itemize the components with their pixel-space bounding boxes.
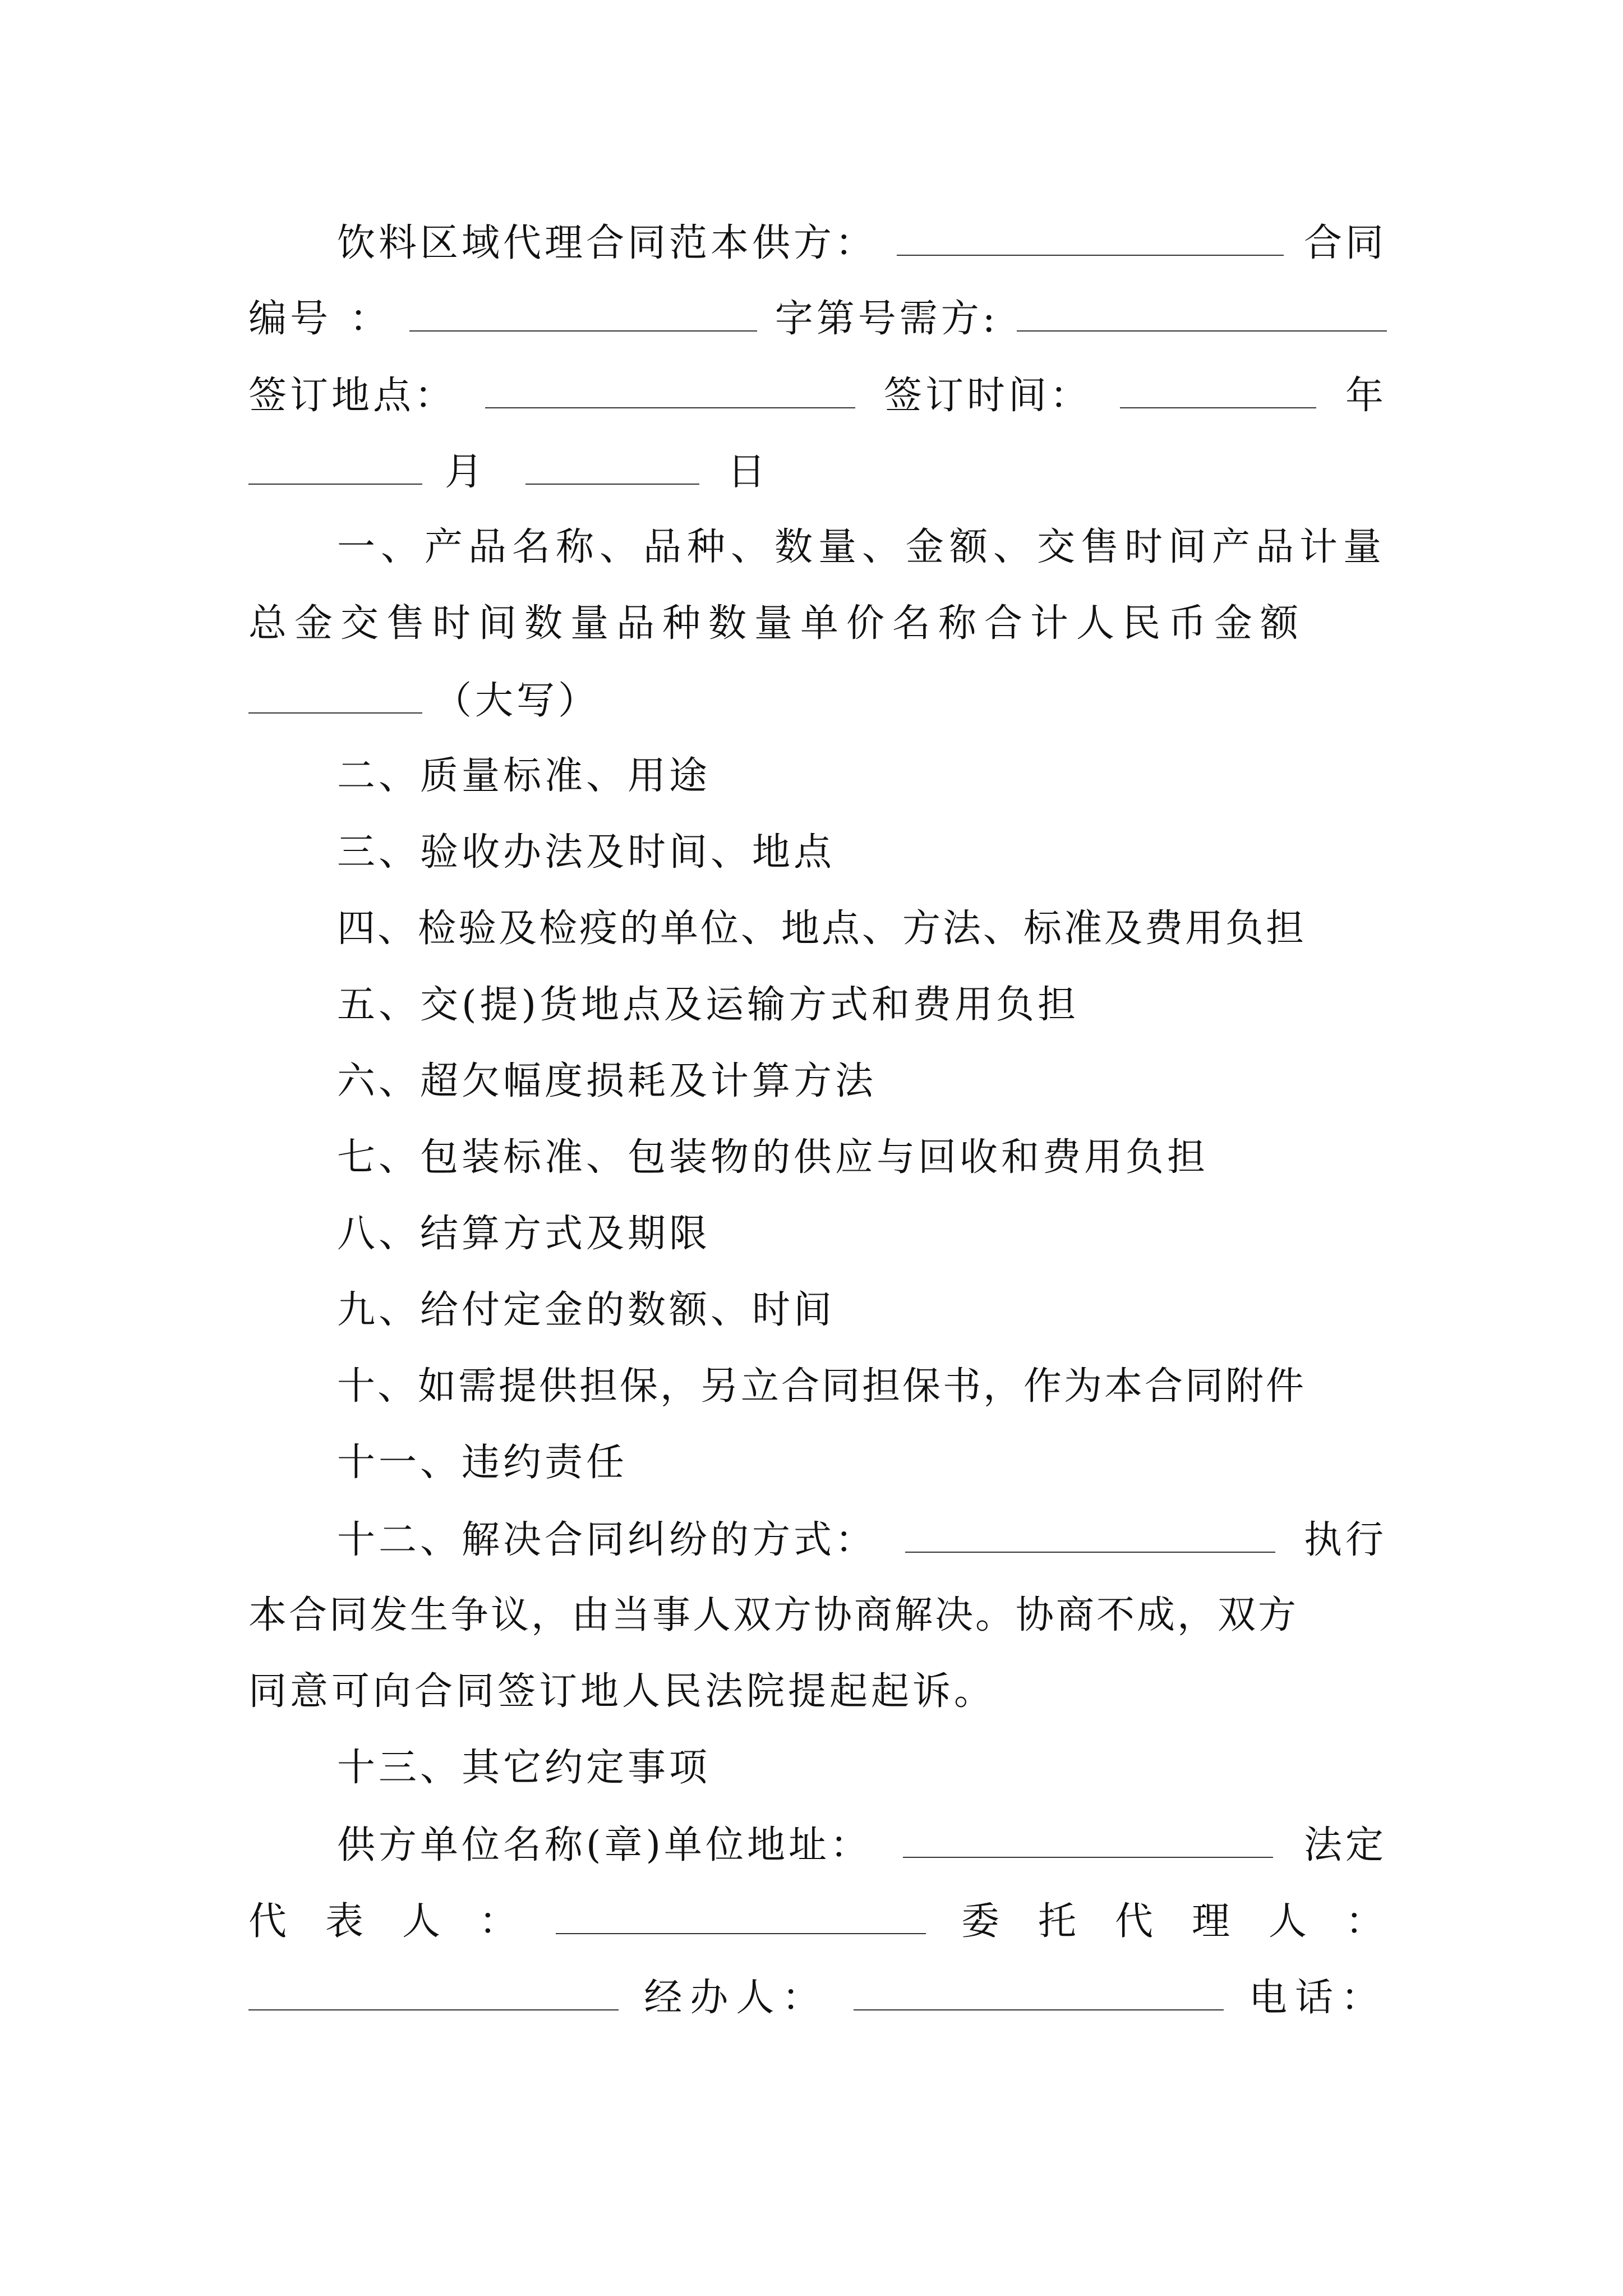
item-7-text: 七、包装标准、包装物的供应与回收和费用负担 xyxy=(337,1135,1209,1180)
signature-line-1 xyxy=(248,1822,1387,1867)
item-10 xyxy=(248,1364,1387,1409)
item-6-text: 六、超欠幅度损耗及计算方法 xyxy=(337,1059,877,1103)
signature-line-2 xyxy=(248,1898,1387,1943)
item-5 xyxy=(248,983,1387,1028)
number-label: 编号 xyxy=(248,297,332,341)
item-8-text: 八、结算方式及期限 xyxy=(337,1212,711,1256)
day-text: 日 xyxy=(727,450,769,494)
item-3-text: 三、验收办法及时间、地点 xyxy=(337,830,836,875)
buyer-label: 字第号需方: xyxy=(774,297,999,341)
item-1-line-1 xyxy=(248,525,1387,570)
year-blank xyxy=(1120,372,1316,408)
item-12-text-2: 本合同发生争议，由当事人双方协商解决。协商不成，双方 xyxy=(248,1593,1299,1637)
item-12-line-1 xyxy=(248,1517,1387,1562)
item-12-text-3: 同意可向合同签订地人民法院提起起诉。 xyxy=(248,1669,996,1714)
doc-line-title xyxy=(248,220,1387,265)
sig-char: 委 xyxy=(961,1899,1003,1944)
item-8 xyxy=(248,1212,1387,1257)
day-blank xyxy=(525,449,699,485)
supplier-unit-label: 供方单位名称(章)单位地址： xyxy=(337,1823,872,1867)
supplier-blank xyxy=(897,220,1284,256)
item-1-text-1: 一、产品名称、品种、数量、金额、交售时间产品计量 xyxy=(337,525,1387,569)
doc-line-date xyxy=(248,449,1387,494)
sig-char: 表 xyxy=(325,1899,367,1944)
sign-place-blank xyxy=(485,372,855,408)
amount-blank xyxy=(248,678,422,714)
item-2 xyxy=(248,754,1387,799)
legal-text: 法定 xyxy=(1303,1823,1387,1867)
sign-time-label: 签订时间： xyxy=(883,374,1091,418)
month-text: 月 xyxy=(445,450,487,494)
sig-char: 代 xyxy=(1114,1899,1156,1944)
agent-blank xyxy=(248,1975,619,2010)
item-9-text: 九、给付定金的数额、时间 xyxy=(337,1288,836,1332)
item-12-line-2 xyxy=(248,1593,1387,1638)
title-text: 饮料区域代理合同范本供方： xyxy=(337,221,877,265)
item-1-line-2 xyxy=(248,601,1387,646)
item-2-text: 二、质量标准、用途 xyxy=(337,754,711,798)
item-1-text-2: 总金交售时间数量品种数量单价名称合计人民币金额 xyxy=(248,601,1307,646)
handler-label: 经办人： xyxy=(644,1976,828,2020)
item-4 xyxy=(248,907,1387,951)
month-blank xyxy=(248,449,422,485)
sig-char: 代 xyxy=(248,1899,291,1944)
item-3 xyxy=(248,830,1387,875)
item-6 xyxy=(248,1059,1387,1104)
item-12-text-1: 十二、解决合同纠纷的方式： xyxy=(337,1518,877,1562)
item-9 xyxy=(248,1288,1387,1333)
dispute-method-blank xyxy=(905,1517,1275,1553)
item-4-text: 四、检验及检疫的单位、地点、方法、标准及费用负担 xyxy=(337,907,1307,951)
sig-char: 人 xyxy=(1268,1899,1310,1944)
sig-char: ： xyxy=(1345,1899,1387,1944)
item-1-line-3 xyxy=(248,678,1387,723)
item-11-text: 十一、违约责任 xyxy=(337,1441,628,1485)
sign-place-label: 签订地点： xyxy=(248,374,457,418)
sig-char: 理 xyxy=(1191,1899,1233,1944)
phone-label: 电话： xyxy=(1248,1976,1387,2020)
amount-caps-text: （大写） xyxy=(434,679,600,723)
legal-representative-blank xyxy=(556,1898,926,1934)
signature-line-3 xyxy=(248,1975,1387,2019)
item-13-text: 十三、其它约定事项 xyxy=(337,1746,711,1790)
item-5-text: 五、交(提)货地点及运输方式和费用负担 xyxy=(337,983,1080,1027)
item-12-line-3 xyxy=(248,1669,1387,1714)
item-10-text: 十、如需提供担保，另立合同担保书，作为本合同附件 xyxy=(337,1364,1307,1409)
item-12-execute: 执行 xyxy=(1303,1518,1387,1562)
doc-line-number xyxy=(248,296,1387,341)
item-7 xyxy=(248,1135,1387,1180)
handler-blank xyxy=(854,1975,1224,2010)
contract-number-blank xyxy=(409,296,757,332)
supplier-address-blank xyxy=(903,1822,1273,1858)
sig-char: 托 xyxy=(1038,1899,1080,1944)
buyer-blank xyxy=(1017,296,1387,332)
sig-char: ： xyxy=(479,1899,521,1944)
sig-char: 人 xyxy=(402,1899,444,1944)
contract-text: 合同 xyxy=(1303,221,1387,265)
item-11 xyxy=(248,1441,1387,1485)
doc-line-sign xyxy=(248,372,1387,417)
item-13 xyxy=(248,1746,1387,1791)
year-text: 年 xyxy=(1345,374,1387,418)
number-colon: ： xyxy=(349,297,391,341)
